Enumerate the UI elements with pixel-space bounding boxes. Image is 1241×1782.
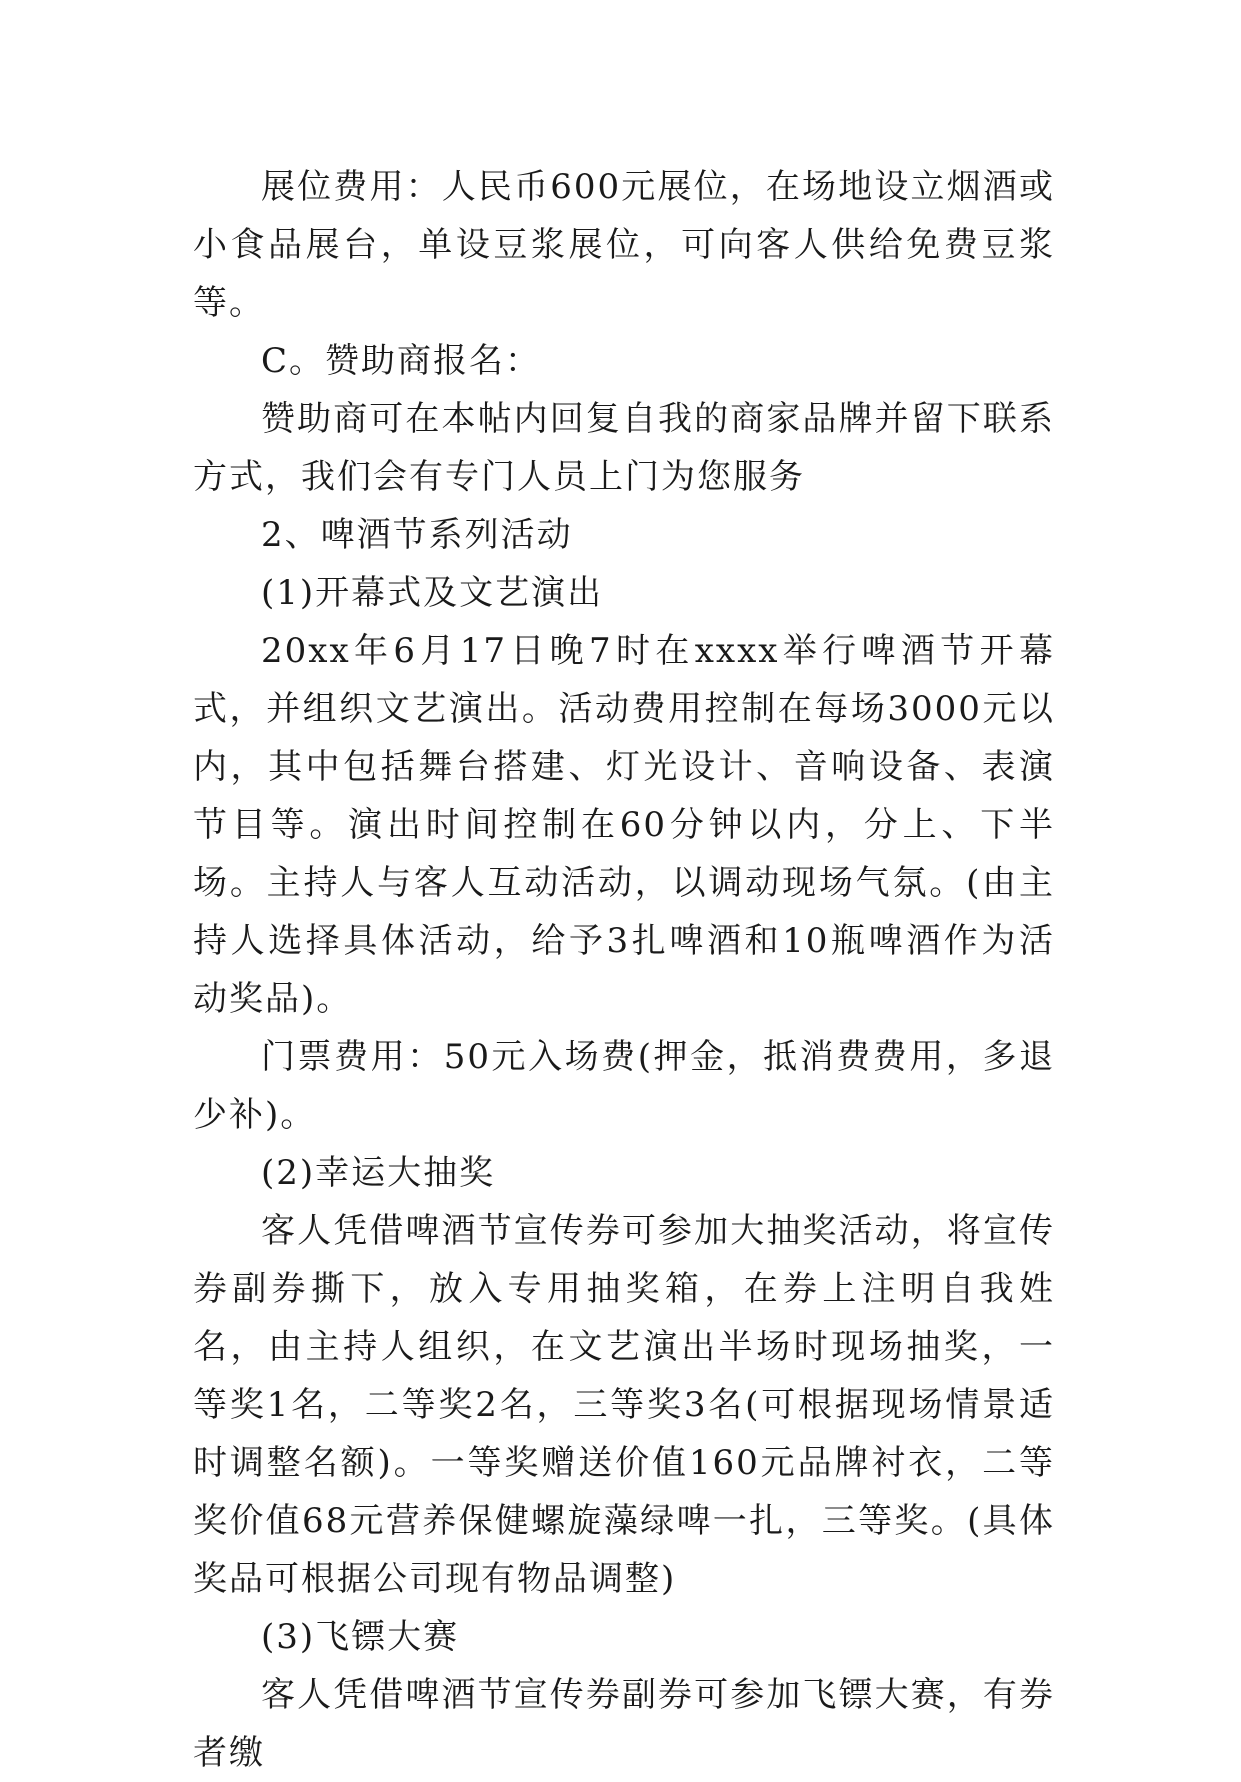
subheading-darts-contest: (3)飞镖大赛: [261, 1617, 460, 1657]
paragraph-lucky-draw: 客人凭借啤酒节宣传券可参加大抽奖活动，将宣传券副券撕下，放入专用抽奖箱，在券上注明自我姓名，由主持人组织，在文艺演出半场时现场抽奖，一等奖1名，二等奖2名，三等奖3名(可根据现场情景适时调整名额)。一等奖赠送价值160元品牌衬衣，二等奖价值68元营养保健螺旋藻绿啤一扎，三等奖。(具体奖品可根据公司现有物品调整): [193, 1211, 1055, 1599]
subheading-opening-ceremony: (1)开幕式及文艺演出: [261, 573, 604, 613]
paragraph-sponsor-info: 赞助商可在本帖内回复自我的商家品牌并留下联系方式，我们会有专门人员上门为您服务: [193, 399, 1055, 497]
subheading-lucky-draw: (2)幸运大抽奖: [261, 1153, 496, 1193]
paragraph-darts-contest: 客人凭借啤酒节宣传券副券可参加飞镖大赛，有券者缴: [193, 1675, 1055, 1773]
paragraph-sponsor-heading: C。赞助商报名：: [261, 341, 542, 381]
paragraph-booth-fee: 展位费用：人民币600元展位，在场地设立烟酒或小食品展台，单设豆浆展位，可向客人供给免费豆浆等。: [193, 167, 1055, 323]
document-body: [193, 158, 1055, 1782]
section-heading-activities: 2、啤酒节系列活动: [261, 515, 573, 555]
paragraph-ticket-fee: 门票费用：50元入场费(押金，抵消费费用，多退少补)。: [193, 1037, 1055, 1135]
paragraph-opening-ceremony: 20xx年6月17日晚7时在xxxx举行啤酒节开幕式，并组织文艺演出。活动费用控制在每场3000元以内，其中包括舞台搭建、灯光设计、音响设备、表演节目等。演出时间控制在60分钟以内，分上、下半场。主持人与客人互动活动，以调动现场气氛。(由主持人选择具体活动，给予3扎啤酒和10瓶啤酒作为活动奖品)。: [193, 631, 1055, 1019]
